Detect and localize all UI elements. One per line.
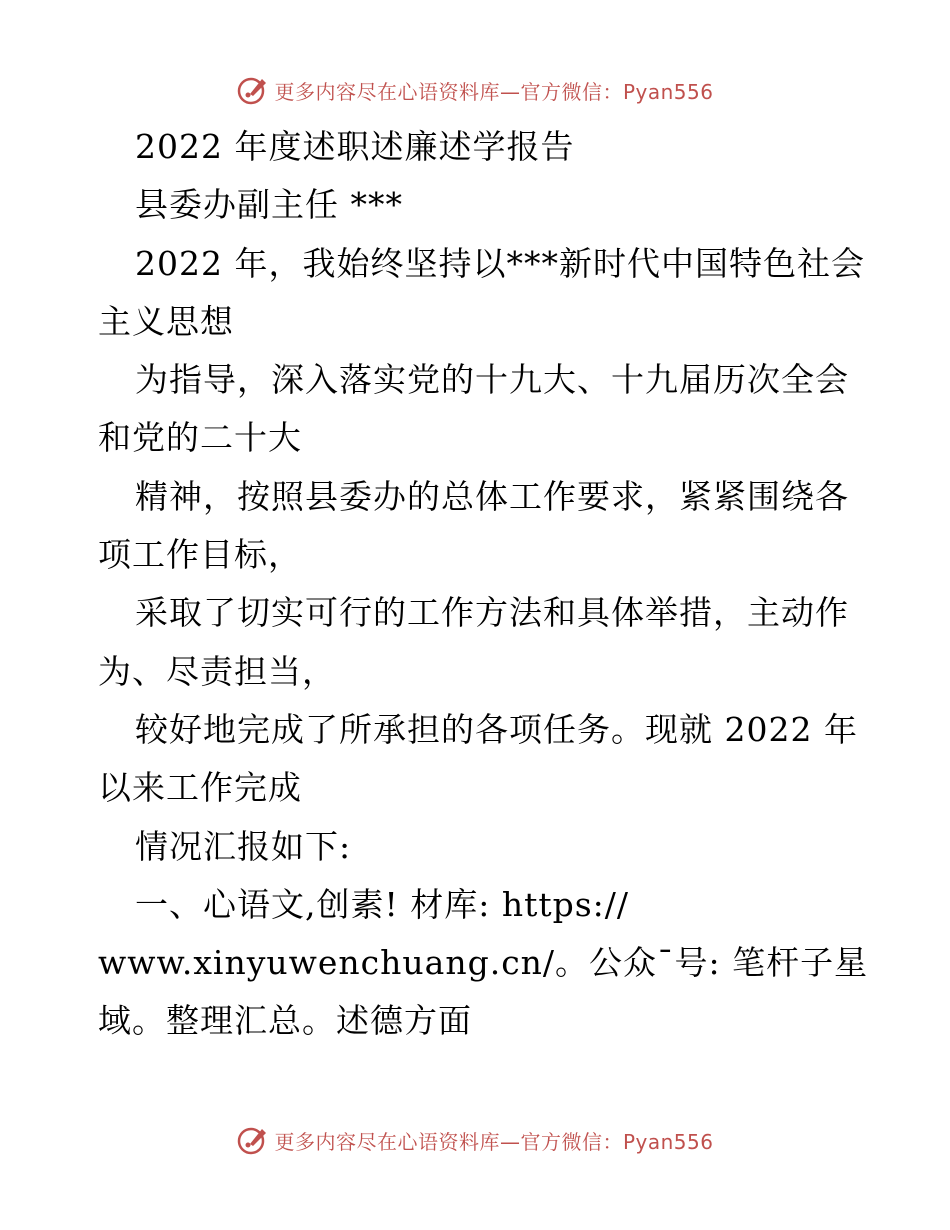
doc-line: www.xinyuwenchuang.cn/。公众¯号: 笔杆子星	[98, 943, 869, 983]
header-banner-text: 更多内容尽在心语资料库—官方微信：Pyan556	[274, 79, 714, 104]
doc-line: 精神，按照县委办的总体工作要求，紧紧围绕各	[135, 476, 849, 516]
doc-line: 较好地完成了所承担的各项任务。现就 2022 年	[135, 709, 858, 749]
doc-line: 为、尽责担当，	[98, 651, 336, 691]
footer-banner-text: 更多内容尽在心语资料库—官方微信：Pyan556	[274, 1129, 714, 1154]
pen-nib-circle-icon	[236, 1123, 270, 1157]
doc-line: 情况汇报如下:	[135, 826, 352, 866]
doc-line: 以来工作完成	[98, 768, 302, 808]
doc-line: 为指导，深入落实党的十九大、十九届历次全会	[135, 360, 849, 400]
footer-banner	[0, 1120, 950, 1160]
doc-line: 主义思想	[98, 301, 234, 341]
doc-line: 采取了切实可行的工作方法和具体举措，主动作	[135, 593, 849, 633]
doc-line: 一、心语文,创素! 材库: https://	[135, 884, 630, 924]
doc-line: 2022 年，我始终坚持以***新时代中国特色社会	[135, 243, 865, 283]
header-banner	[0, 70, 950, 110]
doc-line: 域。整理汇总。述德方面	[98, 1001, 472, 1041]
doc-author: 县委办副主任 ***	[135, 185, 403, 225]
document-body	[98, 118, 869, 1051]
doc-line: 项工作目标，	[98, 535, 302, 575]
doc-title: 2022 年度述职述廉述学报告	[135, 127, 575, 166]
doc-line: 和党的二十大	[98, 418, 302, 458]
pen-nib-circle-icon	[236, 73, 270, 107]
